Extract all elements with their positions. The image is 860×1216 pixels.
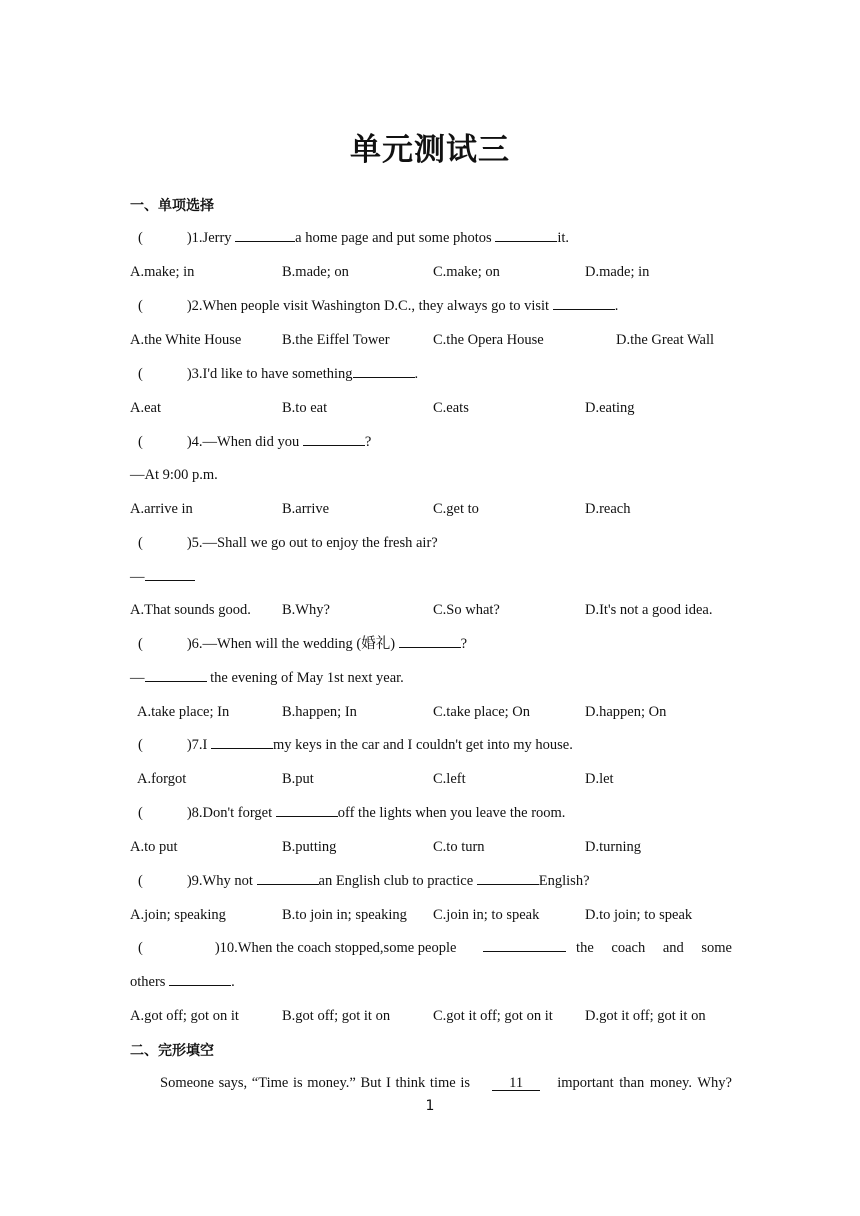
answer-blank[interactable] bbox=[169, 972, 231, 986]
option-a[interactable]: A.make; in bbox=[130, 264, 195, 280]
dash: — bbox=[130, 670, 145, 686]
option-d[interactable]: D.It's not a good idea. bbox=[585, 602, 713, 618]
option-c[interactable]: C.eats bbox=[433, 400, 469, 416]
paren-open: ( bbox=[138, 737, 143, 753]
paren-open: ( bbox=[138, 298, 143, 314]
answer-blank[interactable] bbox=[145, 668, 207, 682]
question-text: . bbox=[614, 298, 619, 314]
option-b[interactable]: B.putting bbox=[282, 839, 337, 855]
option-a[interactable]: A.the White House bbox=[130, 332, 242, 348]
paren-open: ( bbox=[138, 230, 143, 246]
option-b[interactable]: B.happen; In bbox=[282, 704, 357, 720]
question-text: )1.Jerry bbox=[186, 230, 236, 246]
question-7 bbox=[130, 735, 732, 755]
option-b[interactable]: B.put bbox=[282, 771, 314, 787]
option-a[interactable]: A.to put bbox=[130, 839, 178, 855]
question-4 bbox=[130, 432, 732, 452]
answer-blank[interactable] bbox=[553, 296, 615, 310]
option-b[interactable]: B.to eat bbox=[282, 400, 328, 416]
option-c[interactable]: C.make; on bbox=[433, 264, 500, 280]
paren-open: ( bbox=[138, 873, 143, 889]
question-text: off the lights when you leave the room. bbox=[337, 805, 566, 821]
answer-blank[interactable] bbox=[399, 634, 461, 648]
answer-blank[interactable] bbox=[257, 871, 319, 885]
question-text: others bbox=[130, 974, 170, 990]
question-text-start: )10.When the coach stopped,some people bbox=[214, 940, 457, 956]
option-b[interactable]: B.got off; got it on bbox=[282, 1008, 391, 1024]
option-d[interactable]: D.got it off; got it on bbox=[585, 1008, 706, 1024]
option-a[interactable]: A.join; speaking bbox=[130, 907, 226, 923]
question-text: ? bbox=[460, 636, 468, 652]
question-text: )7.I bbox=[186, 737, 212, 753]
question-text: my keys in the car and I couldn't get into my house. bbox=[273, 737, 573, 753]
question-text: )2.When people visit Washington D.C., they always go to visit bbox=[186, 298, 553, 314]
question-9 bbox=[130, 871, 732, 891]
question-text: . bbox=[231, 974, 235, 990]
option-c[interactable]: C.get to bbox=[433, 501, 479, 517]
answer-blank[interactable] bbox=[353, 364, 415, 378]
question-10-continued bbox=[130, 972, 732, 992]
paren-open: ( bbox=[138, 434, 143, 450]
page-title: 单元测试三 bbox=[350, 132, 510, 168]
option-b[interactable]: B.to join in; speaking bbox=[282, 907, 407, 923]
option-c[interactable]: C.So what? bbox=[433, 602, 500, 618]
reply-4: —At 9:00 p.m. bbox=[130, 467, 218, 483]
option-d[interactable]: D.to join; to speak bbox=[585, 907, 693, 923]
answer-blank[interactable] bbox=[211, 735, 273, 749]
option-b[interactable]: B.arrive bbox=[282, 501, 330, 517]
question-text-mid: the coach and some bbox=[576, 940, 732, 956]
option-a[interactable]: A.got off; got on it bbox=[130, 1008, 239, 1024]
question-text: )5.—Shall we go out to enjoy the fresh air? bbox=[186, 535, 438, 551]
option-c[interactable]: C.the Opera House bbox=[433, 332, 544, 348]
section-heading-single-choice: 一、单项选择 bbox=[130, 198, 214, 214]
question-10 bbox=[130, 938, 732, 958]
question-text: an English club to practice bbox=[318, 873, 477, 889]
cloze-text-start: Someone says, “Time is money.” But I think time is bbox=[160, 1075, 475, 1091]
question-1 bbox=[130, 228, 732, 248]
question-text: ? bbox=[364, 434, 372, 450]
option-b[interactable]: B.Why? bbox=[282, 602, 330, 618]
cloze-paragraph bbox=[160, 1073, 732, 1093]
option-a[interactable]: A.arrive in bbox=[130, 501, 193, 517]
question-6 bbox=[130, 634, 732, 654]
dash: — bbox=[130, 569, 145, 585]
question-text: English? bbox=[538, 873, 590, 889]
option-c[interactable]: C.left bbox=[433, 771, 466, 787]
answer-blank[interactable] bbox=[495, 228, 557, 242]
answer-blank[interactable] bbox=[235, 228, 295, 242]
question-text: )6.—When will the wedding (婚礼) bbox=[186, 636, 399, 652]
question-text: )4.—When did you bbox=[186, 434, 303, 450]
option-a[interactable]: A.take place; In bbox=[137, 704, 230, 720]
answer-blank[interactable] bbox=[145, 567, 195, 581]
option-d[interactable]: D.eating bbox=[585, 400, 635, 416]
question-text: )9.Why not bbox=[186, 873, 257, 889]
option-c[interactable]: C.join in; to speak bbox=[433, 907, 540, 923]
question-5 bbox=[130, 533, 732, 553]
question-text: it. bbox=[557, 230, 569, 246]
reply-5 bbox=[130, 567, 732, 587]
option-a[interactable]: A.forgot bbox=[137, 771, 187, 787]
option-c[interactable]: C.to turn bbox=[433, 839, 485, 855]
paren-open: ( bbox=[138, 636, 143, 652]
page-number: 1 bbox=[425, 1098, 435, 1114]
question-3 bbox=[130, 364, 732, 384]
option-d[interactable]: D.made; in bbox=[585, 264, 650, 280]
paren-open: ( bbox=[138, 805, 143, 821]
answer-blank[interactable] bbox=[276, 803, 338, 817]
reply-text: the evening of May 1st next year. bbox=[206, 670, 404, 686]
cloze-blank-11[interactable]: 11 bbox=[492, 1073, 540, 1091]
paren-open: ( bbox=[138, 366, 143, 382]
question-text: . bbox=[414, 366, 419, 382]
section-heading-cloze: 二、完形填空 bbox=[130, 1043, 214, 1059]
option-a[interactable]: A.eat bbox=[130, 400, 161, 416]
option-b[interactable]: B.made; on bbox=[282, 264, 349, 280]
option-d[interactable]: D.turning bbox=[585, 839, 641, 855]
option-b[interactable]: B.the Eiffel Tower bbox=[282, 332, 390, 348]
answer-blank[interactable] bbox=[483, 938, 566, 952]
option-a[interactable]: A.That sounds good. bbox=[130, 602, 251, 618]
option-d[interactable]: D.happen; On bbox=[585, 704, 667, 720]
option-c[interactable]: C.got it off; got on it bbox=[433, 1008, 553, 1024]
question-text: a home page and put some photos bbox=[295, 230, 496, 246]
question-2 bbox=[130, 296, 732, 316]
option-d[interactable]: D.the Great Wall bbox=[616, 332, 715, 348]
paren-open: ( bbox=[138, 535, 143, 551]
answer-blank[interactable] bbox=[303, 432, 365, 446]
answer-blank[interactable] bbox=[477, 871, 539, 885]
question-text: )8.Don't forget bbox=[186, 805, 276, 821]
option-d[interactable]: D.let bbox=[585, 771, 614, 787]
cloze-text-end: important than money. Why? bbox=[551, 1075, 732, 1091]
question-text: )3.I'd like to have something bbox=[186, 366, 353, 382]
reply-6 bbox=[130, 668, 732, 688]
question-text bbox=[215, 938, 483, 958]
paren-open: ( bbox=[138, 940, 143, 956]
option-d[interactable]: D.reach bbox=[585, 501, 631, 517]
option-c[interactable]: C.take place; On bbox=[433, 704, 531, 720]
question-8 bbox=[130, 803, 732, 823]
